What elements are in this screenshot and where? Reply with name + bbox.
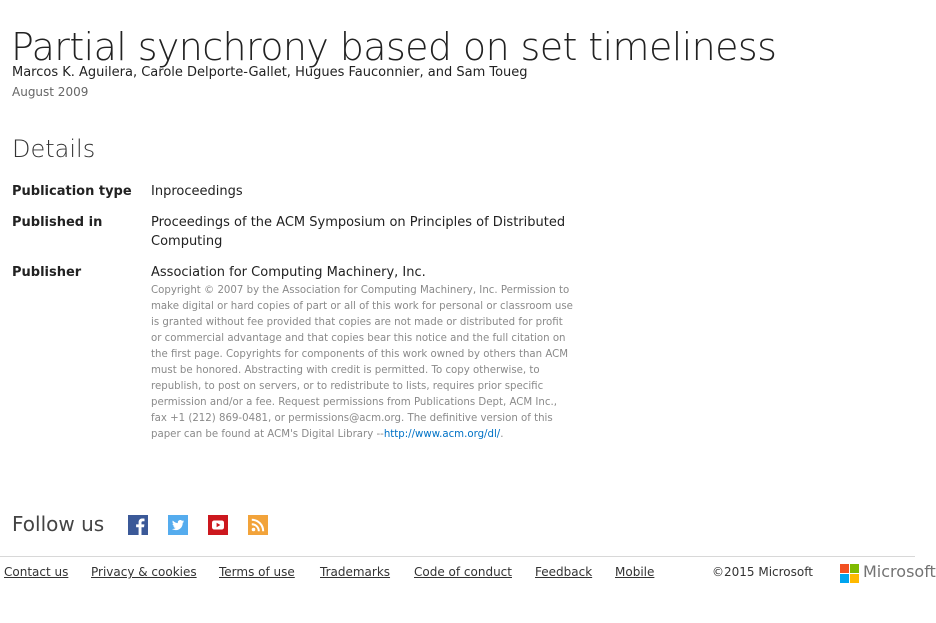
copyright-tail: . [500, 429, 504, 440]
microsoft-logo-icon[interactable] [840, 564, 859, 583]
published-in-value: Proceedings of the ACM Symposium on Principles of Distributed Computing [151, 215, 566, 249]
footer-link-feedback[interactable]: Feedback [535, 565, 593, 579]
footer-link-terms-of-use[interactable]: Terms of use [219, 565, 295, 579]
footer-copyright: ©2015 Microsoft [712, 565, 813, 579]
publication-type-label: Publication type [12, 184, 132, 199]
microsoft-wordmark[interactable]: Microsoft [863, 562, 936, 581]
publisher-label: Publisher [12, 265, 82, 280]
footer-link-mobile[interactable]: Mobile [615, 565, 655, 579]
author-list[interactable]: Marcos K. Aguilera, Carole Delporte-Gallet, Hugues Fauconnier, and Sam Toueg [12, 65, 528, 80]
youtube-icon[interactable] [208, 515, 228, 535]
footer-divider [0, 556, 915, 557]
twitter-icon[interactable] [168, 515, 188, 535]
acm-digital-library-link[interactable]: http://www.acm.org/dl/ [383, 429, 501, 440]
footer-link-trademarks[interactable]: Trademarks [320, 565, 391, 579]
follow-us-label: Follow us [12, 512, 105, 536]
copyright-text: Copyright © 2007 by the Association for Computing Machinery, Inc. Permission to make digital or hard copies of part or all of this work for personal or classroom use is granted without fee provided that copies are not made or distributed for profit or commercial advantage and that copies bear this notice and the full citation on the first page. Copyrights for components of this work owned by others than ACM must be honored. Abstracting with credit is permitted. To copy otherwise, to republish, to post on servers, or to redistribute to lists, requires prior specific permission and/or a fee. Request permissions from Publications Dept, ACM Inc., fax +1 (212) 869-0481, or permissions@acm.org. The definitive version of this paper can be found at ACM's Digital Library -- [151, 285, 573, 440]
publication-type-value: Inproceedings [151, 184, 243, 199]
published-in-label: Published in [12, 215, 103, 230]
facebook-icon[interactable] [128, 515, 148, 535]
details-heading: Details [12, 135, 96, 163]
rss-icon[interactable] [248, 515, 268, 535]
publisher-value: Association for Computing Machinery, Inc. [151, 265, 426, 280]
publication-date: August 2009 [12, 85, 89, 99]
footer-link-contact-us[interactable]: Contact us [4, 565, 69, 579]
footer-link-privacy-cookies[interactable]: Privacy & cookies [91, 565, 197, 579]
copyright-notice [151, 283, 576, 443]
footer-link-code-of-conduct[interactable]: Code of conduct [414, 565, 512, 579]
page-title: Partial synchrony based on set timeliness [11, 25, 777, 70]
